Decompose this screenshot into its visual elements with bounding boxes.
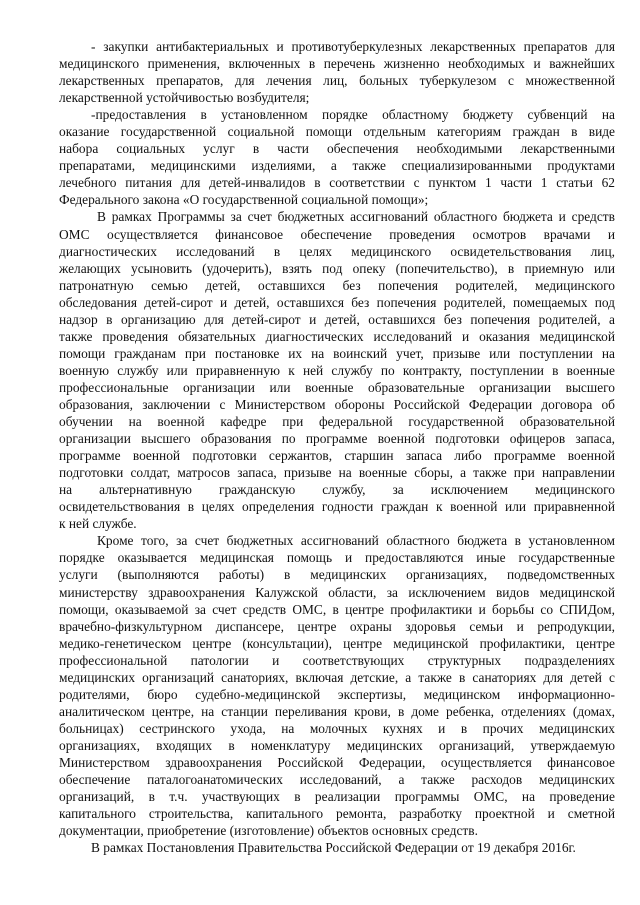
text-line: программе военной подготовки сержантов, старшин запаса либо программе военной (59, 448, 615, 464)
text-line: препаратами, медицинскими изделиями, а также специализированными продуктами (59, 158, 615, 174)
text-line: услуги (выполняются работы) в медицинских организациях, подведомственных (59, 567, 615, 583)
text-line: к ней службе. (59, 516, 137, 532)
text-line: лекарственной устойчивостью возбудителя; (59, 90, 310, 106)
text-line: медицинского применения, включенных в перечень жизненно необходимых и важнейших (59, 56, 615, 72)
text-line: обучении на военной кафедре при федеральной государственной образовательной (59, 414, 615, 430)
text-line: военную службу или приравненную к ней службу по контракту, поступлении в военные (59, 362, 615, 378)
text-line: министерству здравоохранения Калужской области, за исключением видов медицинской (59, 584, 615, 600)
text-line: врачебно-физкультурном диспансере, центре охраны здоровья семьи и репродукции, (59, 618, 615, 634)
text-line: образования, заключении с Министерством обороны Российской Федерации договора об (59, 396, 615, 412)
text-line: помощи гражданам при постановке их на воинский учет, призыве или поступлении на (59, 345, 615, 361)
text-line: -предоставления в установленном порядке областному бюджету субвенций на (91, 107, 615, 123)
text-line: патронатную семью детей, оставшихся без попечения родителей, медицинского (59, 277, 615, 293)
text-line: порядке оказывается медицинская помощь и предоставляются иные государственные (59, 550, 615, 566)
text-line: обеспечение паталогоанатомических исследований, а также расходов медицинских (59, 772, 615, 788)
text-line: обследования детей-сирот и детей, оставшихся без попечения родителей, помещаемых под (59, 294, 615, 310)
text-line: медицинских организаций санаториях, включая детские, а также в санаториях для детей с (59, 669, 615, 685)
text-line: родителями, бюро судебно-медицинской экспертизы, медицинском информационно- (59, 686, 615, 702)
text-line: лечебного питания для детей-инвалидов в соответствии с пунктом 1 части 1 статьи 62 (59, 175, 615, 191)
text-line: Министерством здравоохранения Российской Федерации, осуществляется финансовое (59, 754, 615, 770)
body-paragraph (59, 208, 615, 532)
text-line: освидетельствования в целях определения годности граждан к военной или приравненной (59, 499, 615, 515)
text-line: медико-генетическом центре (консультации), центре медицинской профилактики, центре (59, 635, 615, 651)
text-line: больницах) сестринского ухода, на молочных кухнях и в прочих медицинских (59, 720, 615, 736)
text-line: лекарственных препаратов, для лечения лиц, больных туберкулезом с множественной (59, 73, 615, 89)
text-line: капитального строительства, капитального ремонта, разработку проектной и сметной (59, 806, 615, 822)
body-paragraph (59, 532, 615, 839)
document-page (59, 38, 615, 856)
text-line: организациях, входящих в номенклатуру медицинских организаций, утверждаемую (59, 737, 615, 753)
text-line: диагностических исследований в целях медицинского освидетельствования лиц, (59, 243, 615, 259)
text-line: организации высшего образования по программе военной подготовки офицеров запаса, (59, 431, 615, 447)
text-line: помощи, оказываемой за счет средств ОМС, в центре профилактики и борьбы со СПИДом, (59, 601, 615, 617)
text-line: также проведения обязательных диагностических исследований и оказания медицинской (59, 328, 615, 344)
text-line: ОМС осуществляется финансовое обеспечение проведения осмотров врачами и (59, 226, 615, 242)
text-line: подготовки солдат, матросов запаса, призыве на военные сборы, а также при направлении (59, 465, 615, 481)
text-line: аналитическом центре, на станции переливания крови, в доме ребенка, отделениях (домах, (59, 703, 615, 719)
text-line: оказание государственной социальной помощи отдельным категориям граждан в виде (59, 124, 615, 140)
text-line: В рамках Постановления Правительства Российской Федерации от 19 декабря 2016г. (91, 840, 576, 856)
text-line: В рамках Программы за счет бюджетных ассигнований областного бюджета и средств (97, 209, 615, 225)
body-paragraph (59, 38, 615, 106)
body-paragraph (59, 106, 615, 208)
text-line: набора социальных услуг в части обеспечения необходимыми лекарственными (59, 141, 615, 157)
text-line: документации, приобретение (изготовление) объектов основных средств. (59, 823, 478, 839)
text-line: желающих усыновить (удочерить), взять под опеку (попечительство), в приемную или (59, 260, 615, 276)
text-line: надзор в организацию для детей-сирот и детей, оставшихся без попечения родителей, а (59, 311, 615, 327)
body-paragraph (59, 839, 615, 856)
text-line: Федерального закона «О государственной социальной помощи»; (59, 192, 429, 208)
text-line: - закупки антибактериальных и противотуберкулезных лекарственных препаратов для (91, 39, 615, 54)
text-line: Кроме того, за счет бюджетных ассигнований областного бюджета в установленном (97, 533, 615, 549)
text-line: организаций, в т.ч. участвующих в реализации программы ОМС, на проведение (59, 789, 615, 805)
text-line: на альтернативную гражданскую службу, за исключением медицинского (59, 482, 615, 498)
text-line: профессиональной патологии и соответствующих структурных подразделениях (59, 652, 615, 668)
text-line: профессиональные организации или военные образовательные организации высшего (59, 379, 615, 395)
